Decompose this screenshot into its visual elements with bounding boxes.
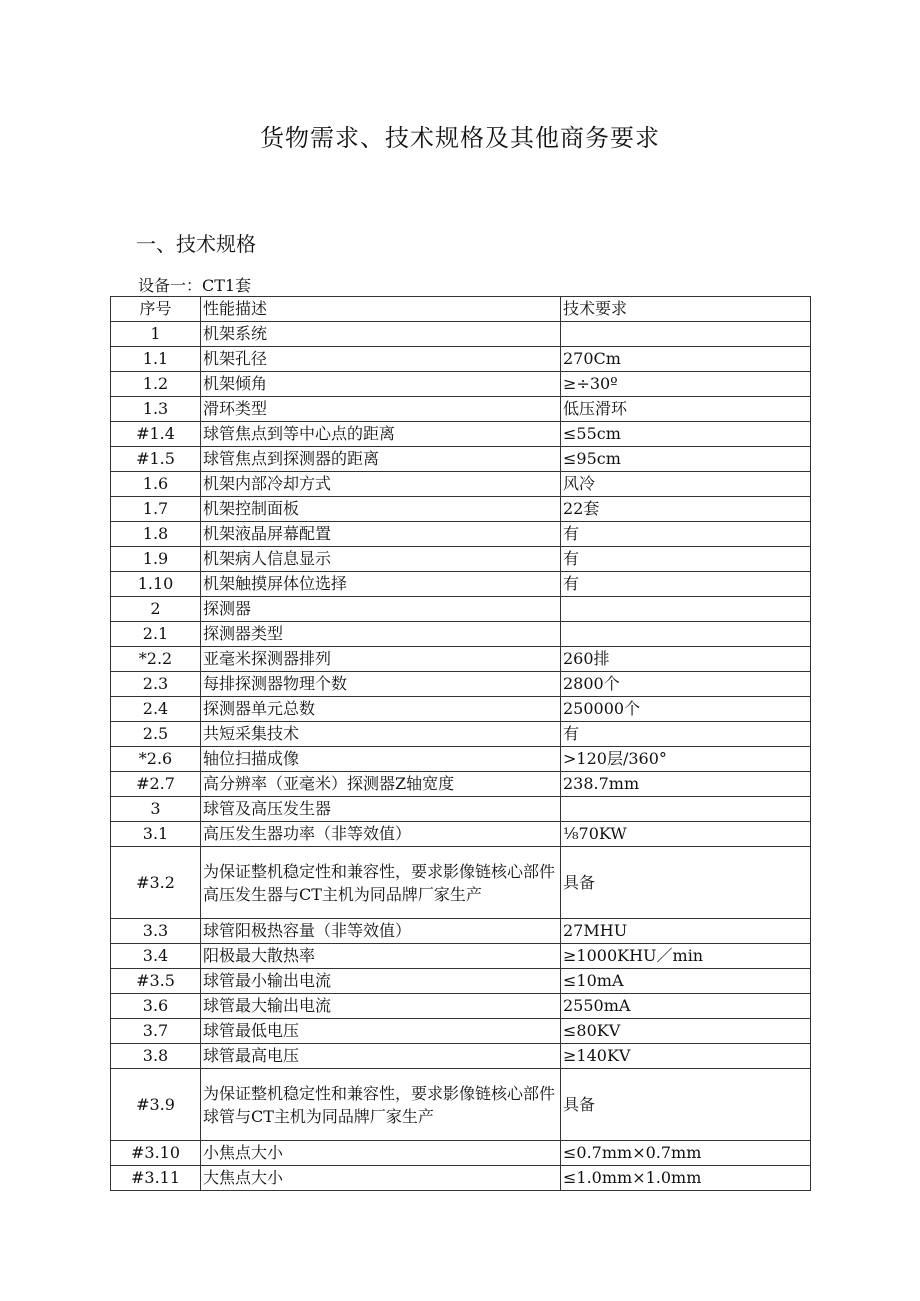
cell-no: *2.6: [111, 747, 201, 772]
table-row: [111, 797, 811, 822]
header-cell-desc: 性能描述: [201, 297, 561, 322]
table-row: [111, 497, 811, 522]
cell-no: *2.2: [111, 647, 201, 672]
table-row: [111, 847, 811, 919]
table-row: [111, 747, 811, 772]
cell-no: #1.5: [111, 447, 201, 472]
cell-desc: 大焦点大小: [201, 1166, 561, 1191]
table-row: [111, 1166, 811, 1191]
table-row: [111, 322, 811, 347]
table-row: [111, 572, 811, 597]
cell-no: 1.10: [111, 572, 201, 597]
cell-req: ≤55cm: [561, 422, 811, 447]
cell-desc: 滑环类型: [201, 397, 561, 422]
cell-desc: 机架液晶屏幕配置: [201, 522, 561, 547]
cell-desc: 球管最高电压: [201, 1044, 561, 1069]
cell-req: 2550mA: [561, 994, 811, 1019]
cell-desc: 为保证整机稳定性和兼容性，要求影像链核心部件高压发生器与CT主机为同品牌厂家生产: [201, 847, 561, 919]
cell-desc: 小焦点大小: [201, 1141, 561, 1166]
cell-no: 2.4: [111, 697, 201, 722]
cell-req: ≥÷30º: [561, 372, 811, 397]
cell-req: 具备: [561, 1069, 811, 1141]
table-row: [111, 522, 811, 547]
cell-req: 具备: [561, 847, 811, 919]
cell-desc: 阳极最大散热率: [201, 944, 561, 969]
cell-desc: 探测器单元总数: [201, 697, 561, 722]
cell-desc: 亚毫米探测器排列: [201, 647, 561, 672]
cell-req: ≤80KV: [561, 1019, 811, 1044]
cell-req: 27MHU: [561, 919, 811, 944]
cell-req: 22套: [561, 497, 811, 522]
table-row: [111, 647, 811, 672]
table-row: [111, 919, 811, 944]
cell-desc: 高压发生器功率（非等效值）: [201, 822, 561, 847]
cell-no: 3.6: [111, 994, 201, 1019]
cell-no: 2.5: [111, 722, 201, 747]
cell-req: ⅛70KW: [561, 822, 811, 847]
cell-req: 有: [561, 547, 811, 572]
cell-desc: 机架倾角: [201, 372, 561, 397]
cell-no: #3.9: [111, 1069, 201, 1141]
table-header-row: [111, 297, 811, 322]
cell-req: 有: [561, 722, 811, 747]
cell-no: 1.6: [111, 472, 201, 497]
cell-desc: 球管最小输出电流: [201, 969, 561, 994]
cell-no: 1.7: [111, 497, 201, 522]
cell-no: 3.3: [111, 919, 201, 944]
cell-desc: 球管最低电压: [201, 1019, 561, 1044]
cell-desc: 机架控制面板: [201, 497, 561, 522]
header-cell-req: 技术要求: [561, 297, 811, 322]
cell-req: 有: [561, 572, 811, 597]
cell-req: >120层/360°: [561, 747, 811, 772]
cell-desc: 每排探测器物理个数: [201, 672, 561, 697]
cell-desc: 机架内部冷却方式: [201, 472, 561, 497]
table-row: [111, 772, 811, 797]
cell-desc: 为保证整机稳定性和兼容性，要求影像链核心部件球管与CT主机为同品牌厂家生产: [201, 1069, 561, 1141]
cell-no: 3.4: [111, 944, 201, 969]
cell-req: ≤10mA: [561, 969, 811, 994]
spec-table: [110, 296, 811, 1191]
cell-no: 1.3: [111, 397, 201, 422]
cell-desc: 球管及高压发生器: [201, 797, 561, 822]
cell-desc: 机架病人信息显示: [201, 547, 561, 572]
cell-no: 1.1: [111, 347, 201, 372]
cell-no: #3.2: [111, 847, 201, 919]
cell-desc: 球管焦点到等中心点的距离: [201, 422, 561, 447]
cell-req: 270Cm: [561, 347, 811, 372]
cell-no: 1.2: [111, 372, 201, 397]
cell-req: ≤0.7mm×0.7mm: [561, 1141, 811, 1166]
cell-no: #1.4: [111, 422, 201, 447]
table-row: [111, 422, 811, 447]
cell-desc: 高分辨率（亚毫米）探测器Z轴宽度: [201, 772, 561, 797]
cell-req: [561, 622, 811, 647]
table-row: [111, 597, 811, 622]
cell-req: 260排: [561, 647, 811, 672]
cell-no: 3: [111, 797, 201, 822]
table-row: [111, 1019, 811, 1044]
cell-no: 3.8: [111, 1044, 201, 1069]
cell-req: ≤95cm: [561, 447, 811, 472]
cell-no: #3.11: [111, 1166, 201, 1191]
cell-desc: 探测器类型: [201, 622, 561, 647]
table-row: [111, 969, 811, 994]
document-title: 货物需求、技术规格及其他商务要求: [260, 124, 660, 152]
cell-no: 3.1: [111, 822, 201, 847]
cell-desc: 球管焦点到探测器的距离: [201, 447, 561, 472]
cell-req: [561, 797, 811, 822]
cell-no: 3.7: [111, 1019, 201, 1044]
table-row: [111, 372, 811, 397]
cell-req: 2800个: [561, 672, 811, 697]
table-row: [111, 944, 811, 969]
section-heading: 一、技术规格: [136, 232, 256, 256]
table-row: [111, 994, 811, 1019]
cell-req: 有: [561, 522, 811, 547]
cell-no: 1: [111, 322, 201, 347]
cell-desc: 探测器: [201, 597, 561, 622]
cell-no: #3.10: [111, 1141, 201, 1166]
table-row: [111, 547, 811, 572]
cell-desc: 机架孔径: [201, 347, 561, 372]
cell-desc: 轴位扫描成像: [201, 747, 561, 772]
cell-req: 风冷: [561, 472, 811, 497]
table-row: [111, 697, 811, 722]
cell-no: 1.9: [111, 547, 201, 572]
table-row: [111, 822, 811, 847]
cell-desc: 机架触摸屏体位选择: [201, 572, 561, 597]
cell-req: [561, 597, 811, 622]
cell-no: 2.1: [111, 622, 201, 647]
table-row: [111, 447, 811, 472]
cell-req: 低压滑环: [561, 397, 811, 422]
cell-no: 1.8: [111, 522, 201, 547]
cell-req: ≥1000KHU／min: [561, 944, 811, 969]
cell-req: 250000个: [561, 697, 811, 722]
device-line: 设备一：CT1套: [138, 276, 252, 295]
cell-req: 238.7mm: [561, 772, 811, 797]
table-row: [111, 472, 811, 497]
table-row: [111, 622, 811, 647]
cell-desc: 共短采集技术: [201, 722, 561, 747]
cell-req: [561, 322, 811, 347]
table-row: [111, 722, 811, 747]
header-cell-no: 序号: [111, 297, 201, 322]
cell-desc: 球管阳极热容量（非等效值）: [201, 919, 561, 944]
cell-no: #2.7: [111, 772, 201, 797]
cell-no: 2.3: [111, 672, 201, 697]
table-row: [111, 347, 811, 372]
cell-desc: 机架系统: [201, 322, 561, 347]
table-row: [111, 397, 811, 422]
table-row: [111, 1044, 811, 1069]
cell-desc: 球管最大输出电流: [201, 994, 561, 1019]
cell-no: 2: [111, 597, 201, 622]
table-row: [111, 672, 811, 697]
cell-no: #3.5: [111, 969, 201, 994]
table-row: [111, 1069, 811, 1141]
cell-req: ≤1.0mm×1.0mm: [561, 1166, 811, 1191]
table-row: [111, 1141, 811, 1166]
cell-req: ≥140KV: [561, 1044, 811, 1069]
